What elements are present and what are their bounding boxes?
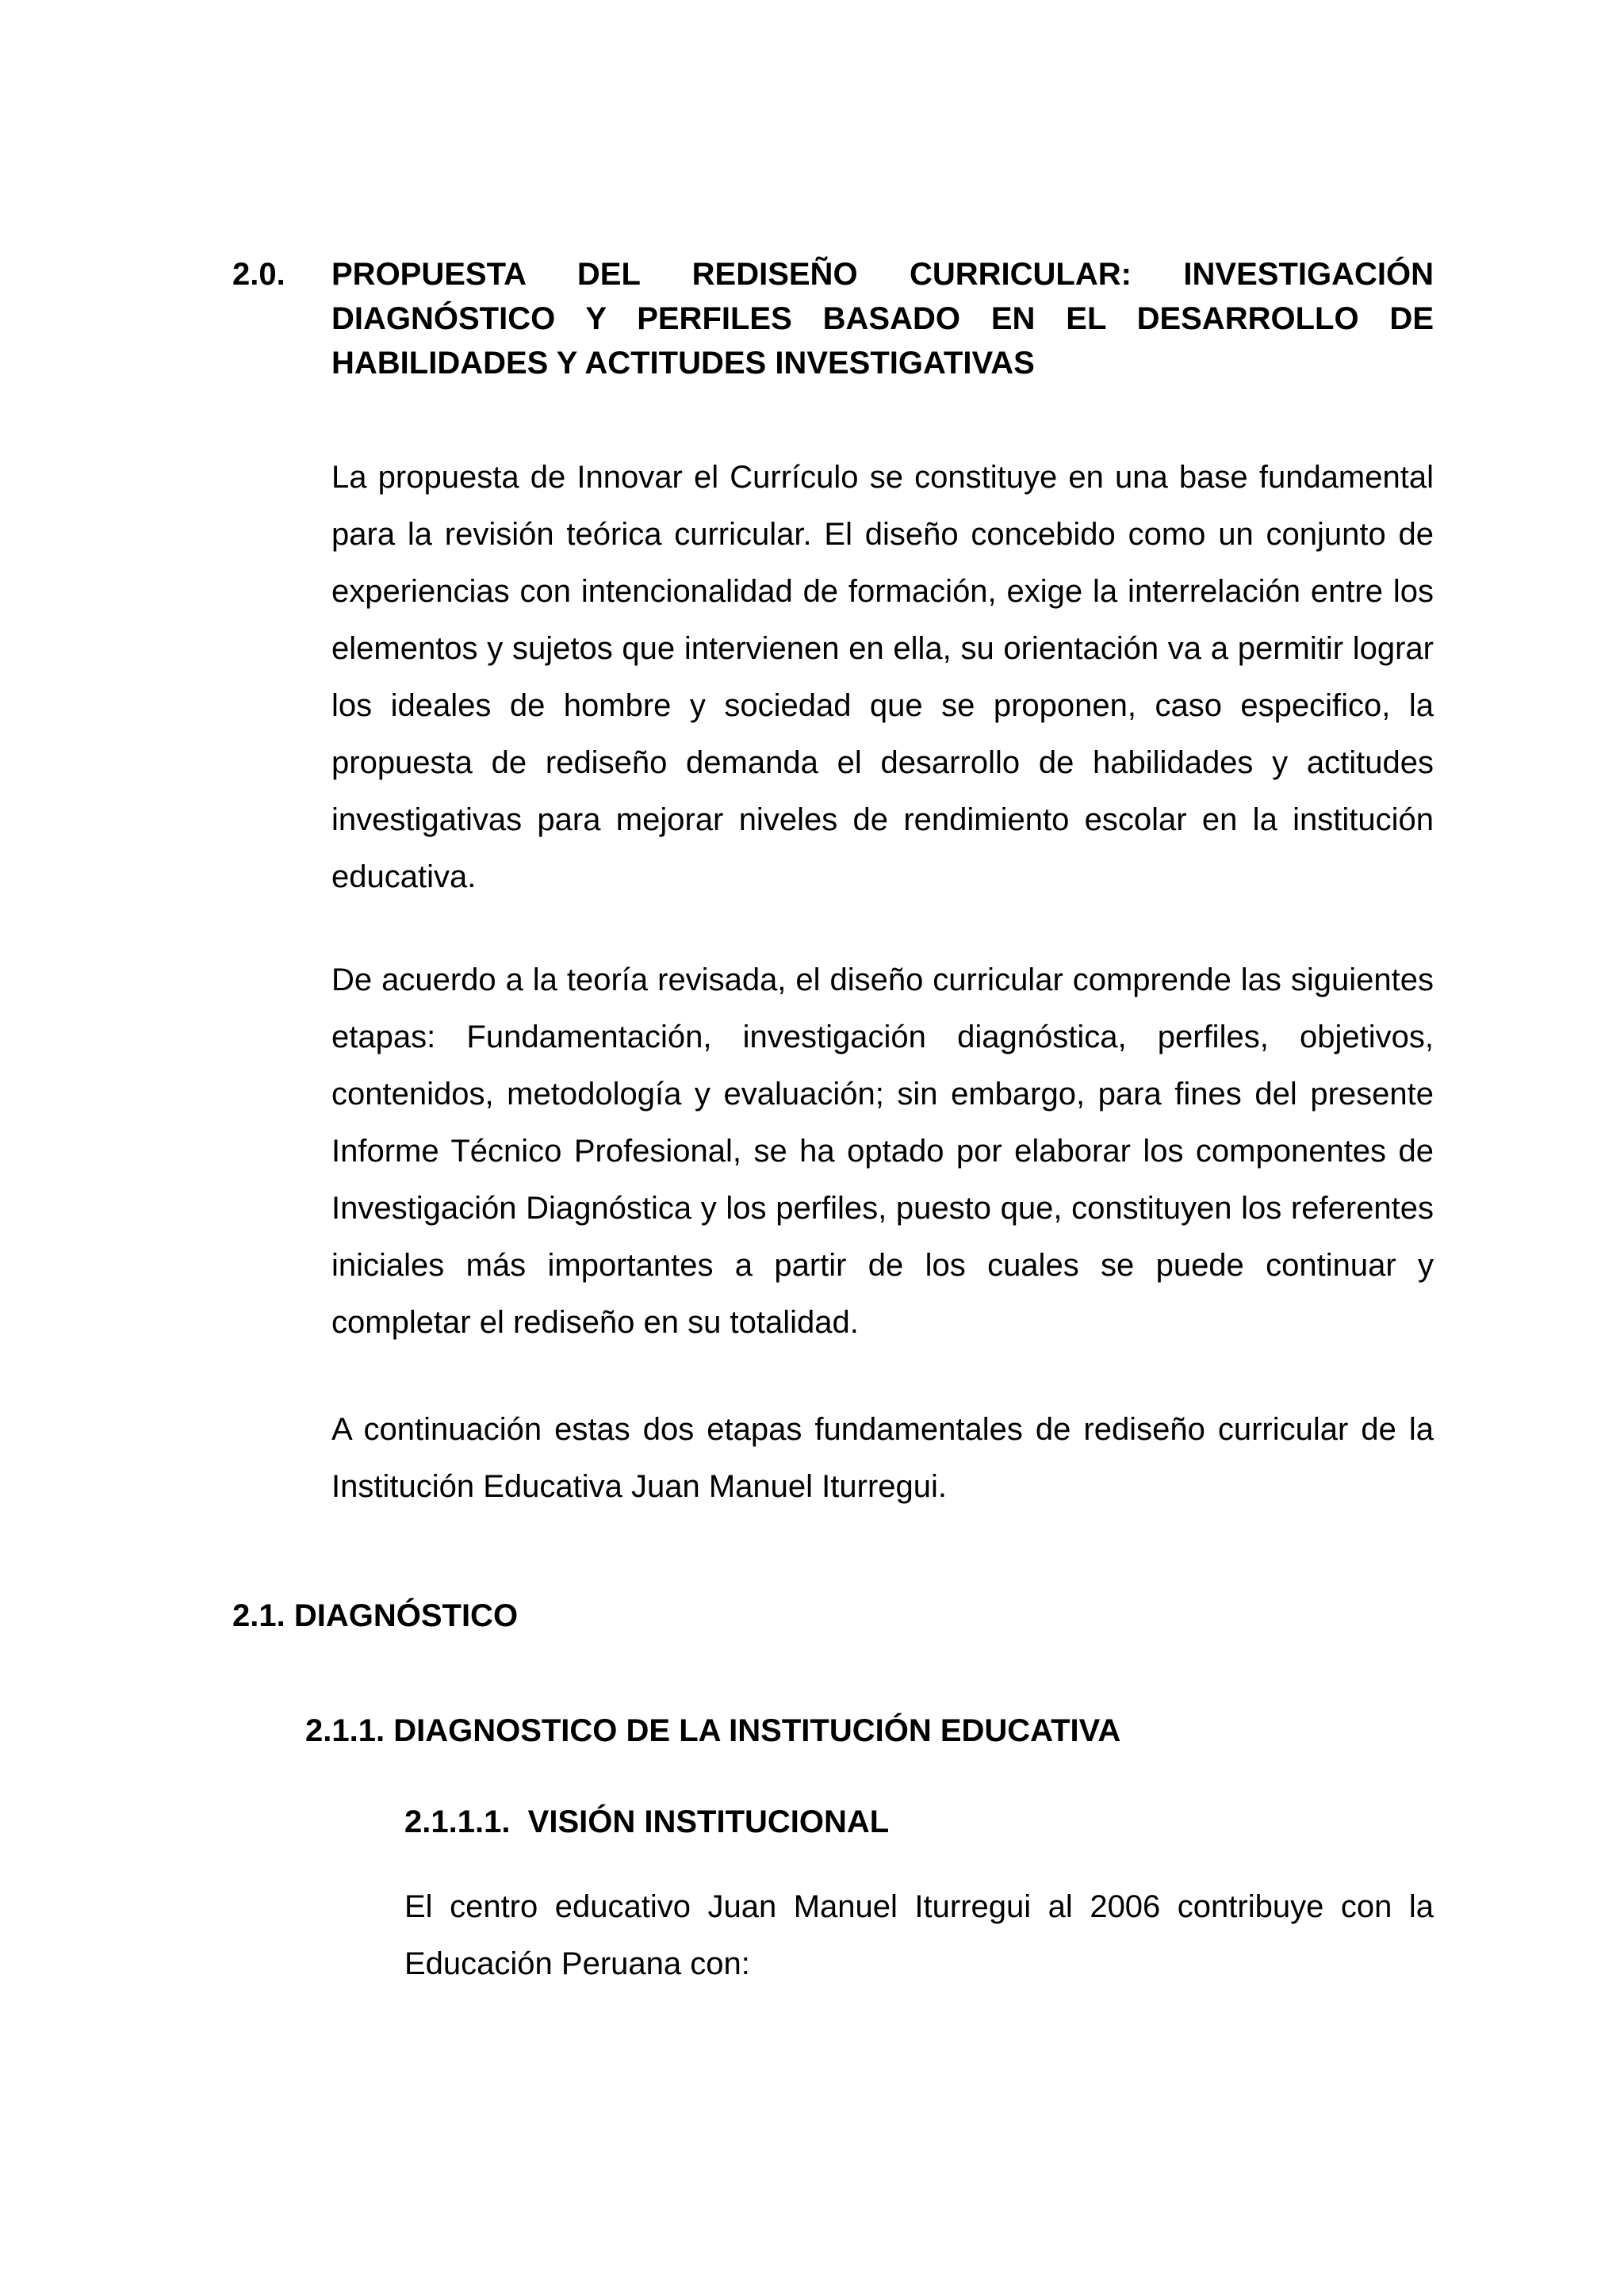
section-2-1-1-heading: 2.1.1. DIAGNOSTICO DE LA INSTITUCIÓN EDUCATIVA [305,1713,1121,1748]
section-2-0-number: 2.0. [232,257,285,292]
vision-paragraph: El centro educativo Juan Manuel Iturregui al 2006 contribuye con la Educación Peruana con: [404,1889,1434,1981]
section-2-0-heading [232,252,1446,385]
section-2-1-1-1-heading: 2.1.1.1. VISIÓN INSTITUCIONAL [404,1804,890,1839]
section-2-1-heading: 2.1. DIAGNÓSTICO [232,1598,519,1633]
section-2-0-title: PROPUESTA DEL REDISEÑO CURRICULAR: INVESTIGACIÓN DIAGNÓSTICO Y PERFILES BASADO EN EL DESARROLLO DE HABILIDADES Y ACTITUDES INVESTIGATIVAS [331,257,1434,381]
intro-paragraph-2: De acuerdo a la teoría revisada, el diseño curricular comprende las siguientes etapas: Fundamentación, investigación diagnóstica, perfiles, objetivos, contenidos, metodología y evaluación; sin embargo, para fines del presente Informe Técnico Profesional, se ha optado por elaborar los componentes de Investigación Diagnóstica y los perfiles, puesto que, constituyen los referentes iniciales más importantes a partir de los cuales se puede continuar y completar el rediseño en su totalidad. [331,962,1434,1340]
intro-paragraph-3: A continuación estas dos etapas fundamentales de rediseño curricular de la Institución Educativa Juan Manuel Iturregui. [331,1412,1434,1504]
intro-paragraph-1: La propuesta de Innovar el Currículo se constituye en una base fundamental para la revisión teórica curricular. El diseño concebido como un conjunto de experiencias con intencionalidad de formación, exige la interrelación entre los elementos y sujetos que intervienen en ella, su orientación va a permitir lograr los ideales de hombre y sociedad que se proponen, caso especifico, la propuesta de rediseño demanda el desarrollo de habilidades y actitudes investigativas para mejorar niveles de rendimiento escolar en la institución educativa. [331,460,1434,894]
